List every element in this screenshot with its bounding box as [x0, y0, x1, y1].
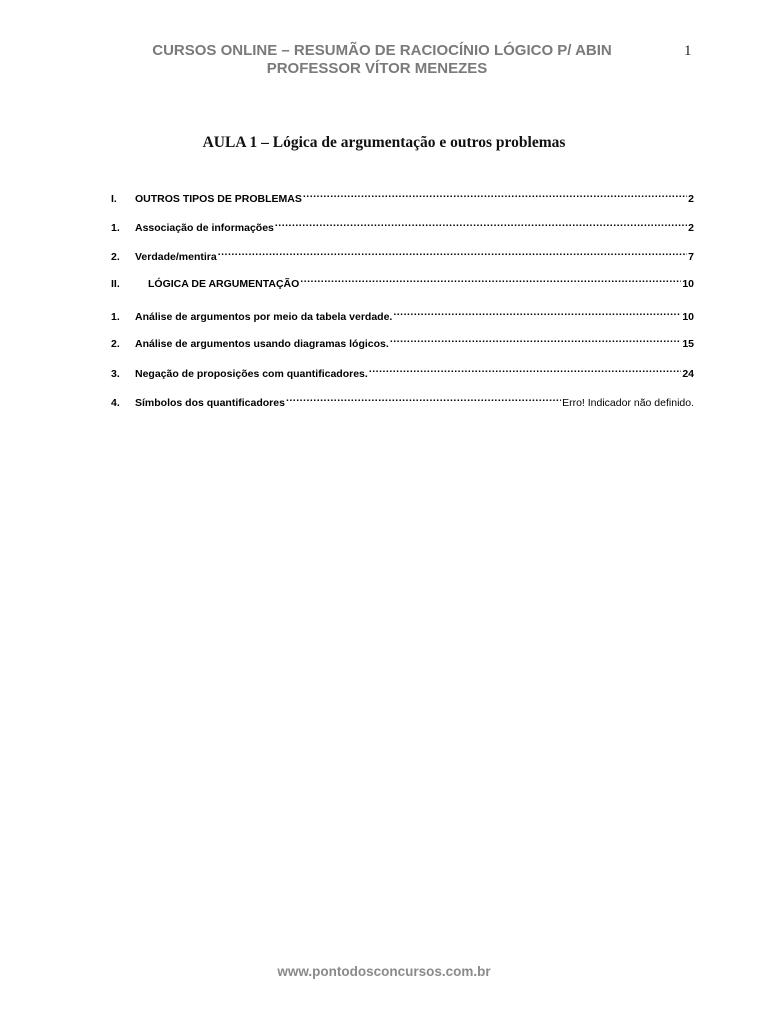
toc-entry-label: OUTROS TIPOS DE PROBLEMAS [135, 193, 302, 205]
toc-entry-label: LÓGICA DE ARGUMENTAÇÃO [148, 278, 300, 290]
toc-entry-label: Verdade/mentira [135, 251, 217, 263]
toc-entry-label: Análise de argumentos por meio da tabela verdade. [135, 311, 393, 323]
toc-dot-leader [218, 244, 687, 260]
toc-entry-page: 2 [688, 193, 694, 205]
toc-entry-number: 4. [111, 397, 120, 409]
toc-entry-page: 10 [682, 278, 694, 290]
header-professor: PROFESSOR VÍTOR MENEZES [266, 60, 488, 77]
toc-entry-verdade-mentira[interactable] [111, 244, 694, 263]
toc-dot-leader [300, 271, 681, 287]
toc-entry-outros-tipos[interactable] [111, 186, 694, 205]
toc-entry-page: 2 [688, 222, 694, 234]
toc-entry-number: 1. [111, 311, 120, 323]
page-number: 1 [684, 43, 692, 59]
toc-dot-leader [303, 186, 687, 202]
toc-entry-label: Negação de proposições com quantificadores. [135, 368, 368, 380]
toc-entry-number: 1. [111, 222, 120, 234]
toc-dot-leader [275, 215, 687, 231]
toc-entry-number: 3. [111, 368, 120, 380]
toc-entry-number: I. [111, 193, 117, 205]
toc-dot-leader [286, 390, 561, 406]
toc-entry-negacao[interactable] [111, 361, 694, 380]
toc-entry-page: 7 [688, 251, 694, 263]
toc-dot-leader [390, 331, 681, 347]
toc-entry-page: 24 [682, 368, 694, 380]
toc-entry-simbolos[interactable] [111, 390, 694, 409]
toc-entry-number: 2. [111, 251, 120, 263]
toc-entry-diagramas-logicos[interactable] [111, 331, 694, 350]
page-header [0, 42, 768, 78]
toc-entry-logica-argumentacao[interactable] [111, 271, 694, 290]
toc-dot-leader [369, 361, 682, 377]
header-course-title: CURSOS ONLINE – RESUMÃO DE RACIOCÍNIO LÓGICO P/ ABIN [152, 42, 612, 59]
toc-entry-page: 15 [682, 338, 694, 350]
toc-entry-tabela-verdade[interactable] [111, 304, 694, 323]
toc-entry-number: 2. [111, 338, 120, 350]
footer-website-link[interactable]: www.pontodosconcursos.com.br [277, 964, 491, 979]
toc-entry-number: II. [111, 278, 120, 290]
lesson-title: AULA 1 – Lógica de argumentação e outros problemas [202, 134, 566, 151]
toc-entry-label: Associação de informações [135, 222, 274, 234]
toc-entry-page: 10 [682, 311, 694, 323]
toc-entry-label: Análise de argumentos usando diagramas lógicos. [135, 338, 389, 350]
toc-entry-associacao[interactable] [111, 215, 694, 234]
toc-entry-label: Símbolos dos quantificadores [135, 397, 285, 409]
toc-entry-page: Erro! Indicador não definido. [562, 397, 694, 409]
toc-dot-leader [393, 304, 681, 320]
